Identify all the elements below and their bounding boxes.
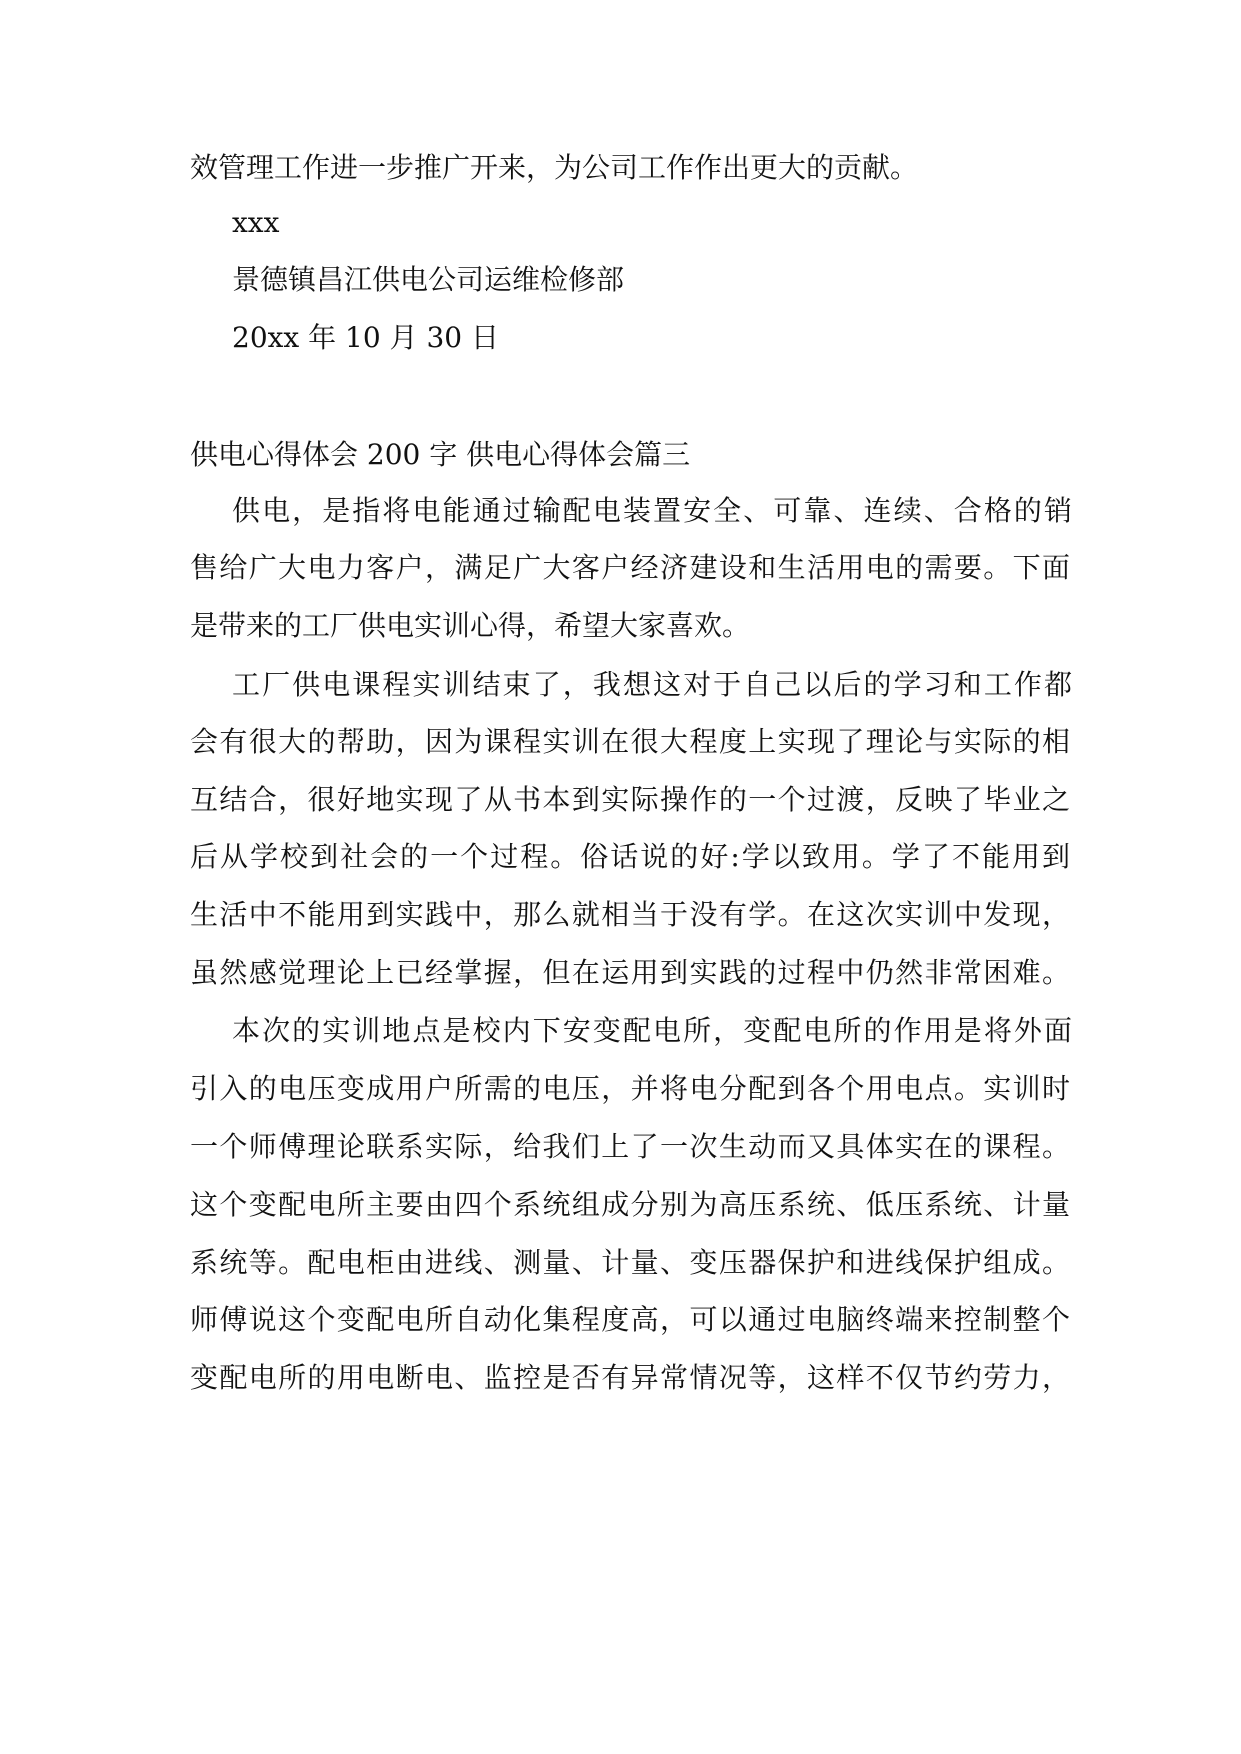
paragraph-line: 本次的实训地点是校内下安变配电所，变配电所的作用是将外面 — [232, 1014, 1072, 1047]
paragraph-line: 工厂供电课程实训结束了，我想这对于自己以后的学习和工作都 — [232, 668, 1072, 701]
paragraph-line: 一个师傅理论联系实际，给我们上了一次生动而又具体实在的课程。 — [190, 1130, 1070, 1163]
paragraph-line: 是带来的工厂供电实训心得，希望大家喜欢。 — [190, 609, 751, 642]
signature-organization: 景德镇昌江供电公司运维检修部 — [232, 263, 625, 296]
paragraph-line: 变配电所的用电断电、监控是否有异常情况等，这样不仅节约劳力， — [190, 1361, 1070, 1394]
paragraph-line: 售给广大电力客户，满足广大客户经济建设和生活用电的需要。下面 — [190, 551, 1070, 584]
closing-line: 效管理工作进一步推广开来，为公司工作作出更大的贡献。 — [190, 151, 919, 184]
paragraph-line: 师傅说这个变配电所自动化集程度高，可以通过电脑终端来控制整个 — [190, 1303, 1070, 1336]
paragraph-line: 系统等。配电柜由进线、测量、计量、变压器保护和进线保护组成。 — [190, 1246, 1070, 1279]
paragraph-line: 互结合，很好地实现了从书本到实际操作的一个过渡，反映了毕业之 — [190, 783, 1070, 816]
paragraph-line: 虽然感觉理论上已经掌握，但在运用到实践的过程中仍然非常困难。 — [190, 956, 1070, 989]
paragraph-line: 引入的电压变成用户所需的电压，并将电分配到各个用电点。实训时 — [190, 1072, 1070, 1105]
section-heading: 供电心得体会 200 字 供电心得体会篇三 — [190, 438, 691, 471]
paragraph-line: 供电，是指将电能通过输配电装置安全、可靠、连续、合格的销 — [232, 494, 1072, 527]
signature-date: 20xx 年 10 月 30 日 — [232, 321, 499, 354]
paragraph-line: 生活中不能用到实践中，那么就相当于没有学。在这次实训中发现， — [190, 898, 1070, 931]
paragraph-line: 这个变配电所主要由四个系统组成分别为高压系统、低压系统、计量 — [190, 1188, 1070, 1221]
paragraph-line: 后从学校到社会的一个过程。俗话说的好:学以致用。学了不能用到 — [190, 840, 1070, 873]
paragraph-line: 会有很大的帮助，因为课程实训在很大程度上实现了理论与实际的相 — [190, 725, 1070, 758]
signature-name: xxx — [232, 206, 280, 239]
